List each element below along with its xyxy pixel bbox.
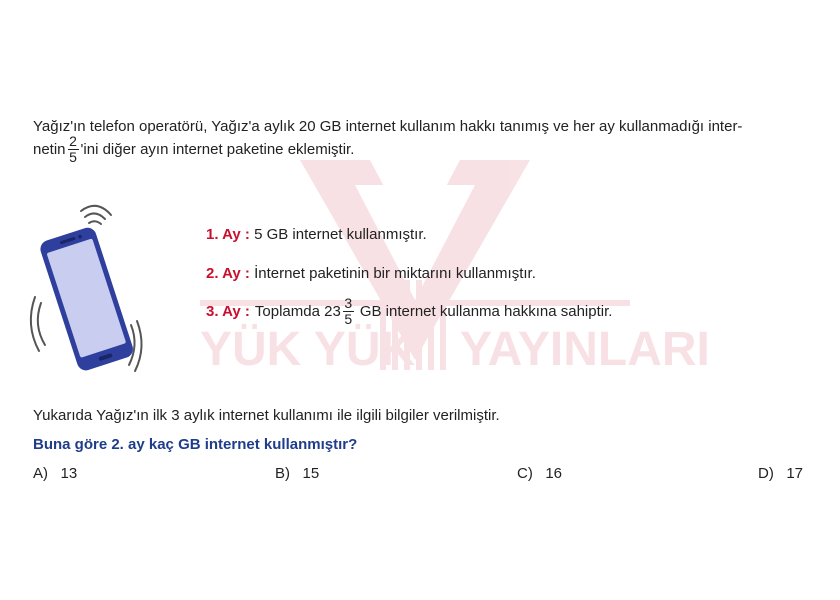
option-d-letter: D)	[758, 465, 774, 482]
month-1-line	[206, 225, 427, 245]
question-line-2	[33, 134, 354, 165]
fraction-denominator: 5	[344, 311, 353, 327]
fraction-denominator: 5	[69, 149, 77, 165]
option-c-letter: C)	[517, 465, 533, 482]
fraction-two-fifths	[68, 134, 79, 165]
question-line-2-suffix: 'ini diğer ayın internet paketine eklemiştir.	[80, 140, 355, 158]
month-3-line	[206, 296, 612, 327]
month-2-line	[206, 264, 536, 284]
option-a-value: 13	[60, 465, 78, 482]
fraction-numerator: 3	[344, 295, 353, 311]
month-2-text: İnternet paketinin bir miktarını kullanmıştır.	[254, 265, 536, 282]
option-d[interactable]	[758, 464, 803, 484]
month-3-label: 3. Ay :	[206, 302, 250, 320]
fraction-numerator: 2	[69, 133, 77, 149]
option-b-value: 15	[302, 465, 320, 482]
watermark-left-text: YÜK YÜK	[200, 323, 416, 376]
month-3-text-after: GB internet kullanma hakkına sahiptir.	[359, 302, 613, 320]
option-a[interactable]	[33, 464, 77, 484]
option-b-letter: B)	[275, 465, 290, 482]
fraction-three-fifths	[343, 296, 354, 327]
question-line-2-prefix: netin	[33, 140, 66, 158]
option-c-value: 16	[545, 465, 563, 482]
option-a-letter: A)	[33, 465, 48, 482]
option-c[interactable]	[517, 464, 562, 484]
option-b[interactable]	[275, 464, 319, 484]
question-line-1: Yağız'ın telefon operatörü, Yağız'a aylık 20 GB internet kullanım hakkı tanımış ve her ay kullanmadığı inter-	[33, 118, 743, 135]
month-3-text-before: Toplamda 23	[254, 302, 341, 320]
question-prompt: Buna göre 2. ay kaç GB internet kullanmıştır?	[33, 436, 358, 453]
month-1-text: 5 GB internet kullanmıştır.	[254, 226, 427, 243]
watermark-right-text: YAYINLARI	[460, 323, 710, 376]
month-1-label: 1. Ay :	[206, 226, 250, 243]
month-2-label: 2. Ay :	[206, 265, 250, 282]
phone-icon	[25, 205, 155, 380]
info-line: Yukarıda Yağız'ın ilk 3 aylık internet kullanımı ile ilgili bilgiler verilmiştir.	[33, 407, 500, 424]
option-d-value: 17	[786, 465, 804, 482]
